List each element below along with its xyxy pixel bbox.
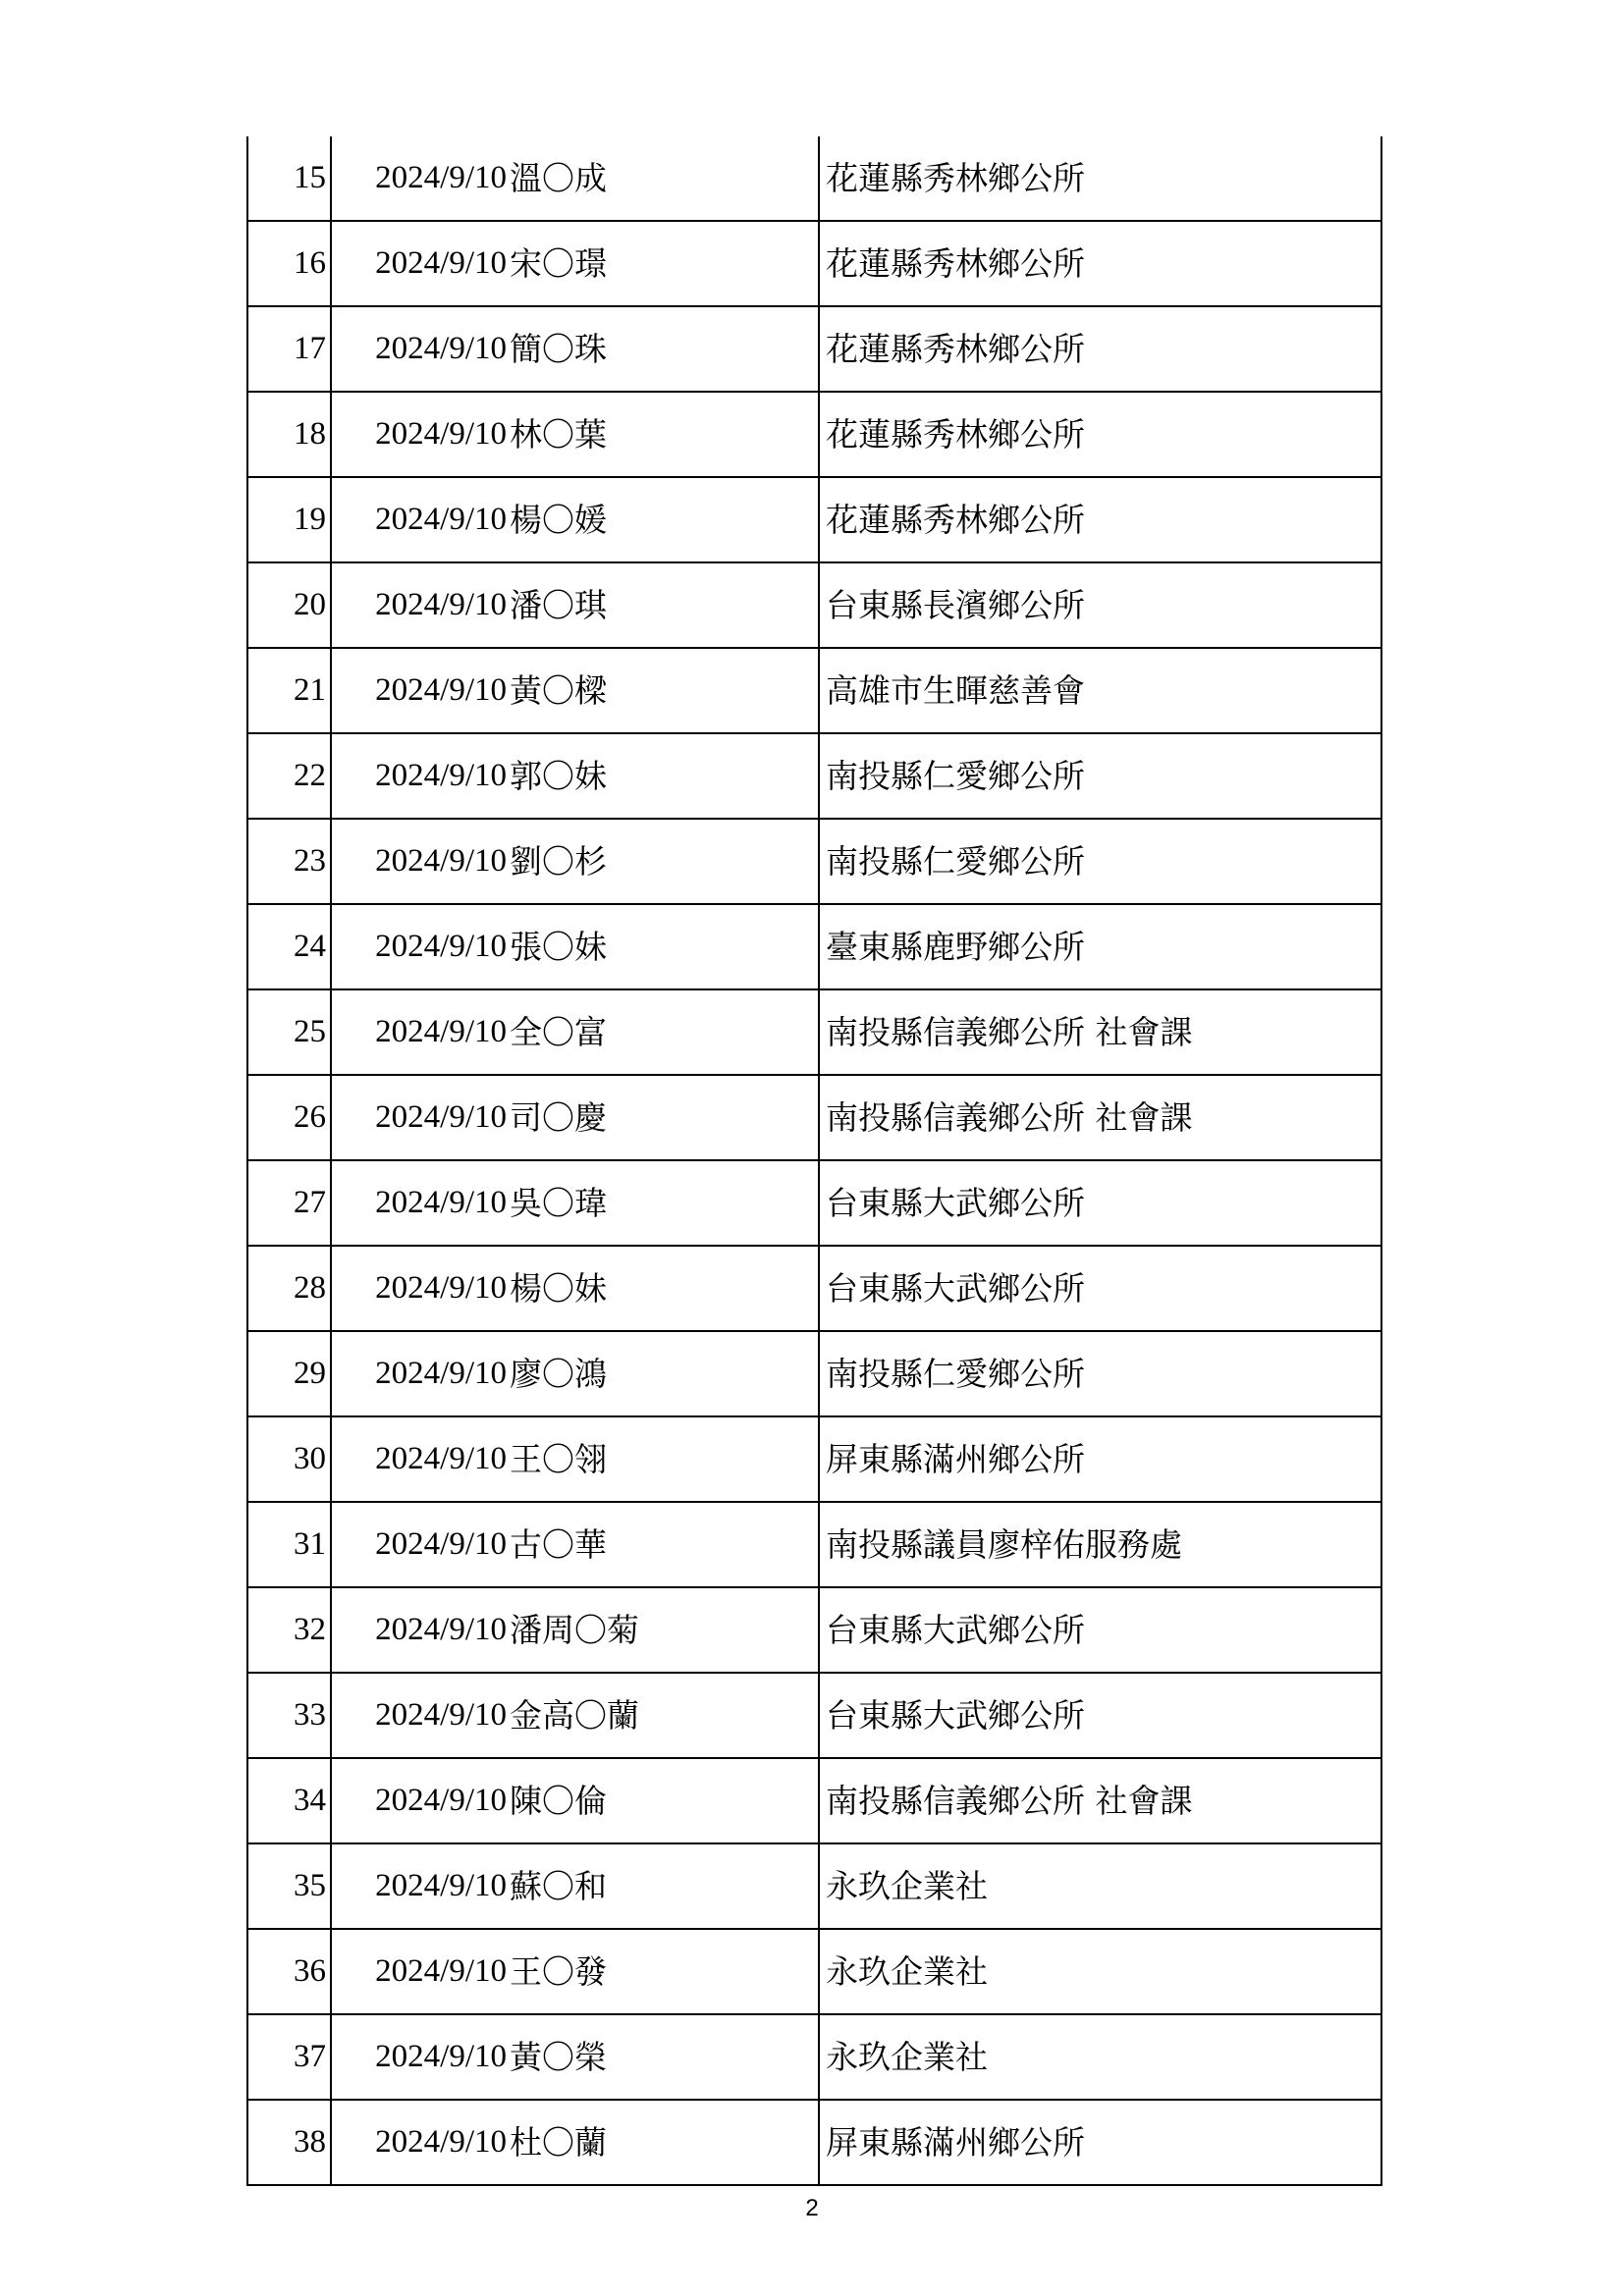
table-row xyxy=(247,221,1381,306)
row-number: 25 xyxy=(247,989,331,1075)
row-number: 37 xyxy=(247,2014,331,2100)
organization-cell: 南投縣仁愛鄉公所 xyxy=(819,733,1381,819)
date-cell: 2024/9/10 xyxy=(331,1416,509,1502)
date-cell: 2024/9/10 xyxy=(331,1843,509,1929)
row-number: 23 xyxy=(247,819,331,904)
date-cell: 2024/9/10 xyxy=(331,1160,509,1246)
organization-cell: 台東縣大武鄉公所 xyxy=(819,1673,1381,1758)
table-row xyxy=(247,1843,1381,1929)
organization-cell: 台東縣大武鄉公所 xyxy=(819,1160,1381,1246)
row-number: 29 xyxy=(247,1331,331,1416)
row-number: 30 xyxy=(247,1416,331,1502)
date-cell: 2024/9/10 xyxy=(331,1758,509,1843)
table-row xyxy=(247,819,1381,904)
table-row xyxy=(247,648,1381,733)
organization-cell: 南投縣信義鄉公所 社會課 xyxy=(819,989,1381,1075)
table-row xyxy=(247,1587,1381,1673)
table-row xyxy=(247,2100,1381,2185)
date-cell: 2024/9/10 xyxy=(331,1587,509,1673)
row-number: 17 xyxy=(247,306,331,392)
name-cell: 林〇葉 xyxy=(509,392,819,477)
date-cell: 2024/9/10 xyxy=(331,1502,509,1587)
row-number: 21 xyxy=(247,648,331,733)
table-row xyxy=(247,2014,1381,2100)
name-cell: 郭〇妹 xyxy=(509,733,819,819)
date-cell: 2024/9/10 xyxy=(331,1331,509,1416)
organization-cell: 臺東縣鹿野鄉公所 xyxy=(819,904,1381,989)
table-row xyxy=(247,733,1381,819)
date-cell: 2024/9/10 xyxy=(331,1929,509,2014)
row-number: 33 xyxy=(247,1673,331,1758)
row-number: 20 xyxy=(247,562,331,648)
record-table xyxy=(246,136,1382,2186)
table-row xyxy=(247,1416,1381,1502)
row-number: 26 xyxy=(247,1075,331,1160)
organization-cell: 花蓮縣秀林鄉公所 xyxy=(819,136,1381,221)
table-row xyxy=(247,392,1381,477)
date-cell: 2024/9/10 xyxy=(331,819,509,904)
name-cell: 黃〇榮 xyxy=(509,2014,819,2100)
date-cell: 2024/9/10 xyxy=(331,477,509,562)
date-cell: 2024/9/10 xyxy=(331,648,509,733)
row-number: 32 xyxy=(247,1587,331,1673)
date-cell: 2024/9/10 xyxy=(331,136,509,221)
row-number: 36 xyxy=(247,1929,331,2014)
table-row xyxy=(247,1160,1381,1246)
row-number: 15 xyxy=(247,136,331,221)
date-cell: 2024/9/10 xyxy=(331,1673,509,1758)
organization-cell: 花蓮縣秀林鄉公所 xyxy=(819,221,1381,306)
organization-cell: 永玖企業社 xyxy=(819,1929,1381,2014)
name-cell: 潘周〇菊 xyxy=(509,1587,819,1673)
name-cell: 司〇慶 xyxy=(509,1075,819,1160)
name-cell: 古〇華 xyxy=(509,1502,819,1587)
organization-cell: 高雄市生暉慈善會 xyxy=(819,648,1381,733)
organization-cell: 南投縣議員廖梓佑服務處 xyxy=(819,1502,1381,1587)
table-row xyxy=(247,1929,1381,2014)
table-row xyxy=(247,1758,1381,1843)
date-cell: 2024/9/10 xyxy=(331,2100,509,2185)
table-row xyxy=(247,1246,1381,1331)
date-cell: 2024/9/10 xyxy=(331,1075,509,1160)
name-cell: 王〇翎 xyxy=(509,1416,819,1502)
row-number: 28 xyxy=(247,1246,331,1331)
organization-cell: 台東縣大武鄉公所 xyxy=(819,1246,1381,1331)
name-cell: 劉〇杉 xyxy=(509,819,819,904)
row-number: 31 xyxy=(247,1502,331,1587)
organization-cell: 南投縣信義鄉公所 社會課 xyxy=(819,1075,1381,1160)
organization-cell: 永玖企業社 xyxy=(819,1843,1381,1929)
organization-cell: 南投縣仁愛鄉公所 xyxy=(819,1331,1381,1416)
name-cell: 溫〇成 xyxy=(509,136,819,221)
table-row xyxy=(247,1673,1381,1758)
name-cell: 杜〇蘭 xyxy=(509,2100,819,2185)
name-cell: 黃〇樑 xyxy=(509,648,819,733)
organization-cell: 南投縣仁愛鄉公所 xyxy=(819,819,1381,904)
date-cell: 2024/9/10 xyxy=(331,733,509,819)
name-cell: 全〇富 xyxy=(509,989,819,1075)
row-number: 16 xyxy=(247,221,331,306)
name-cell: 蘇〇和 xyxy=(509,1843,819,1929)
date-cell: 2024/9/10 xyxy=(331,2014,509,2100)
date-cell: 2024/9/10 xyxy=(331,989,509,1075)
organization-cell: 屏東縣滿州鄉公所 xyxy=(819,1416,1381,1502)
table-row xyxy=(247,477,1381,562)
date-cell: 2024/9/10 xyxy=(331,306,509,392)
table-row xyxy=(247,1075,1381,1160)
organization-cell: 南投縣信義鄉公所 社會課 xyxy=(819,1758,1381,1843)
table-row xyxy=(247,1502,1381,1587)
row-number: 38 xyxy=(247,2100,331,2185)
name-cell: 金高〇蘭 xyxy=(509,1673,819,1758)
date-cell: 2024/9/10 xyxy=(331,221,509,306)
table-row xyxy=(247,1331,1381,1416)
name-cell: 張〇妹 xyxy=(509,904,819,989)
date-cell: 2024/9/10 xyxy=(331,392,509,477)
table-row xyxy=(247,306,1381,392)
name-cell: 潘〇琪 xyxy=(509,562,819,648)
row-number: 24 xyxy=(247,904,331,989)
name-cell: 楊〇媛 xyxy=(509,477,819,562)
row-number: 22 xyxy=(247,733,331,819)
name-cell: 宋〇璟 xyxy=(509,221,819,306)
table-row xyxy=(247,989,1381,1075)
page-number: 2 xyxy=(805,2195,819,2221)
row-number: 35 xyxy=(247,1843,331,1929)
organization-cell: 花蓮縣秀林鄉公所 xyxy=(819,392,1381,477)
date-cell: 2024/9/10 xyxy=(331,1246,509,1331)
organization-cell: 屏東縣滿州鄉公所 xyxy=(819,2100,1381,2185)
name-cell: 簡〇珠 xyxy=(509,306,819,392)
organization-cell: 永玖企業社 xyxy=(819,2014,1381,2100)
name-cell: 陳〇倫 xyxy=(509,1758,819,1843)
organization-cell: 花蓮縣秀林鄉公所 xyxy=(819,306,1381,392)
table-row xyxy=(247,136,1381,221)
date-cell: 2024/9/10 xyxy=(331,562,509,648)
date-cell: 2024/9/10 xyxy=(331,904,509,989)
organization-cell: 台東縣大武鄉公所 xyxy=(819,1587,1381,1673)
organization-cell: 台東縣長濱鄉公所 xyxy=(819,562,1381,648)
name-cell: 吳〇瑋 xyxy=(509,1160,819,1246)
table-row xyxy=(247,562,1381,648)
name-cell: 廖〇鴻 xyxy=(509,1331,819,1416)
table-row xyxy=(247,904,1381,989)
row-number: 27 xyxy=(247,1160,331,1246)
row-number: 19 xyxy=(247,477,331,562)
name-cell: 楊〇妹 xyxy=(509,1246,819,1331)
organization-cell: 花蓮縣秀林鄉公所 xyxy=(819,477,1381,562)
row-number: 34 xyxy=(247,1758,331,1843)
record-table-body xyxy=(247,136,1381,2185)
row-number: 18 xyxy=(247,392,331,477)
name-cell: 王〇發 xyxy=(509,1929,819,2014)
